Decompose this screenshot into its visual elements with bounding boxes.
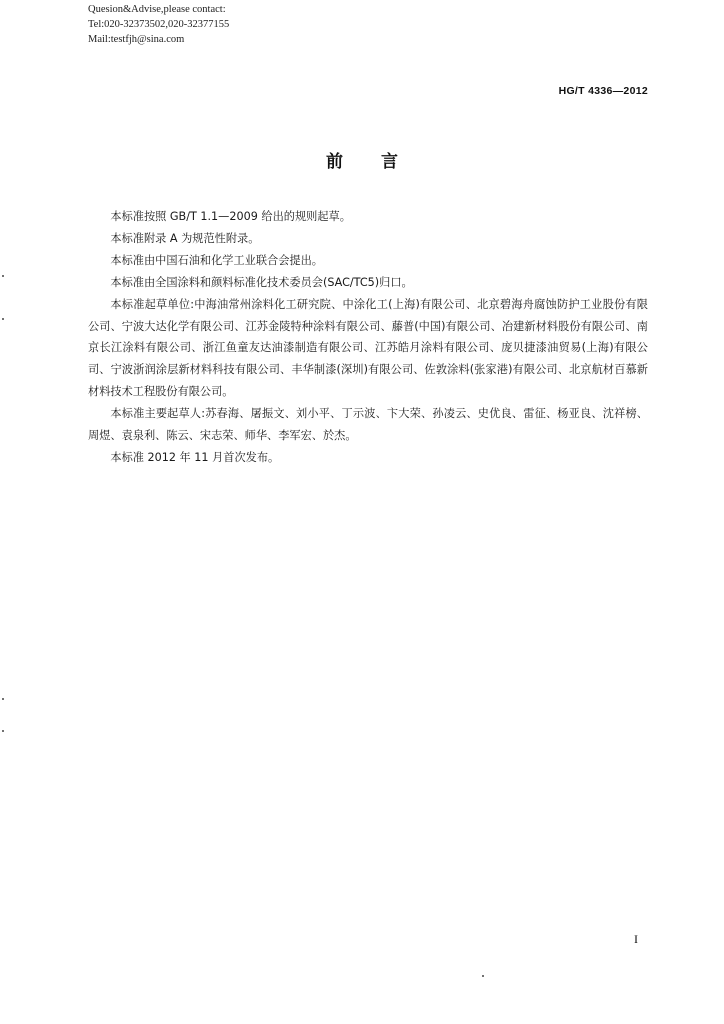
- paragraph-first-issue: 本标准 2012 年 11 月首次发布。: [110, 450, 280, 464]
- title-char-2: 言: [381, 152, 398, 172]
- page-number: I: [634, 932, 638, 946]
- scan-speck: [2, 275, 4, 277]
- contact-line-3: Mail:testfjh@sina.com: [88, 34, 185, 45]
- paragraph-committee: 本标准由全国涂料和颜料标准化技术委员会(SAC/TC5)归口。: [110, 275, 413, 289]
- scan-speck: [2, 698, 4, 700]
- page-title: [0, 147, 724, 172]
- paragraph-proposer: 本标准由中国石油和化学工业联合会提出。: [110, 253, 323, 267]
- scan-speck: [482, 975, 484, 977]
- standard-code: HG/T 4336—2012: [558, 85, 648, 97]
- paragraph-annex: 本标准附录 A 为规范性附录。: [110, 231, 260, 245]
- foreword-body: [88, 206, 648, 469]
- paragraph-drafting-units: 本标准起草单位:中海油常州涂料化工研究院、中涂化工(上海)有限公司、北京碧海舟腐蚀防护工业股份有限公司、宁波大达化学有限公司、江苏金陵特种涂料有限公司、藤普(中国)有限公司、冶建新材料股份有限公司、南京长江涂料有限公司、浙江鱼童友达油漆制造有限公司、江苏皓月涂料有限公司、庞贝捷漆油贸易(上海)有限公司、宁波浙润涂层新材料科技有限公司、丰华制漆(深圳)有限公司、佐敦涂料(张家港)有限公司、北京航材百慕新材料技术工程股份有限公司。: [88, 297, 648, 399]
- contact-line-2: Tel:020-32373502,020-32377155: [88, 19, 230, 30]
- paragraph-drafters: 本标准主要起草人:苏春海、屠振文、刘小平、丁示波、卞大荣、孙凌云、史优良、雷征、杨亚良、沈祥榜、周煜、袁泉利、陈云、宋志荣、师华、李军宏、於杰。: [88, 407, 648, 443]
- title-char-1: 前: [326, 152, 343, 172]
- contact-info: [88, 2, 229, 47]
- scan-speck: [2, 730, 4, 732]
- contact-line-1: Quesion&Advise,please contact:: [88, 4, 226, 15]
- paragraph-drafting-rules: 本标准按照 GB/T 1.1—2009 给出的规则起草。: [110, 210, 351, 223]
- scan-speck: [2, 318, 4, 320]
